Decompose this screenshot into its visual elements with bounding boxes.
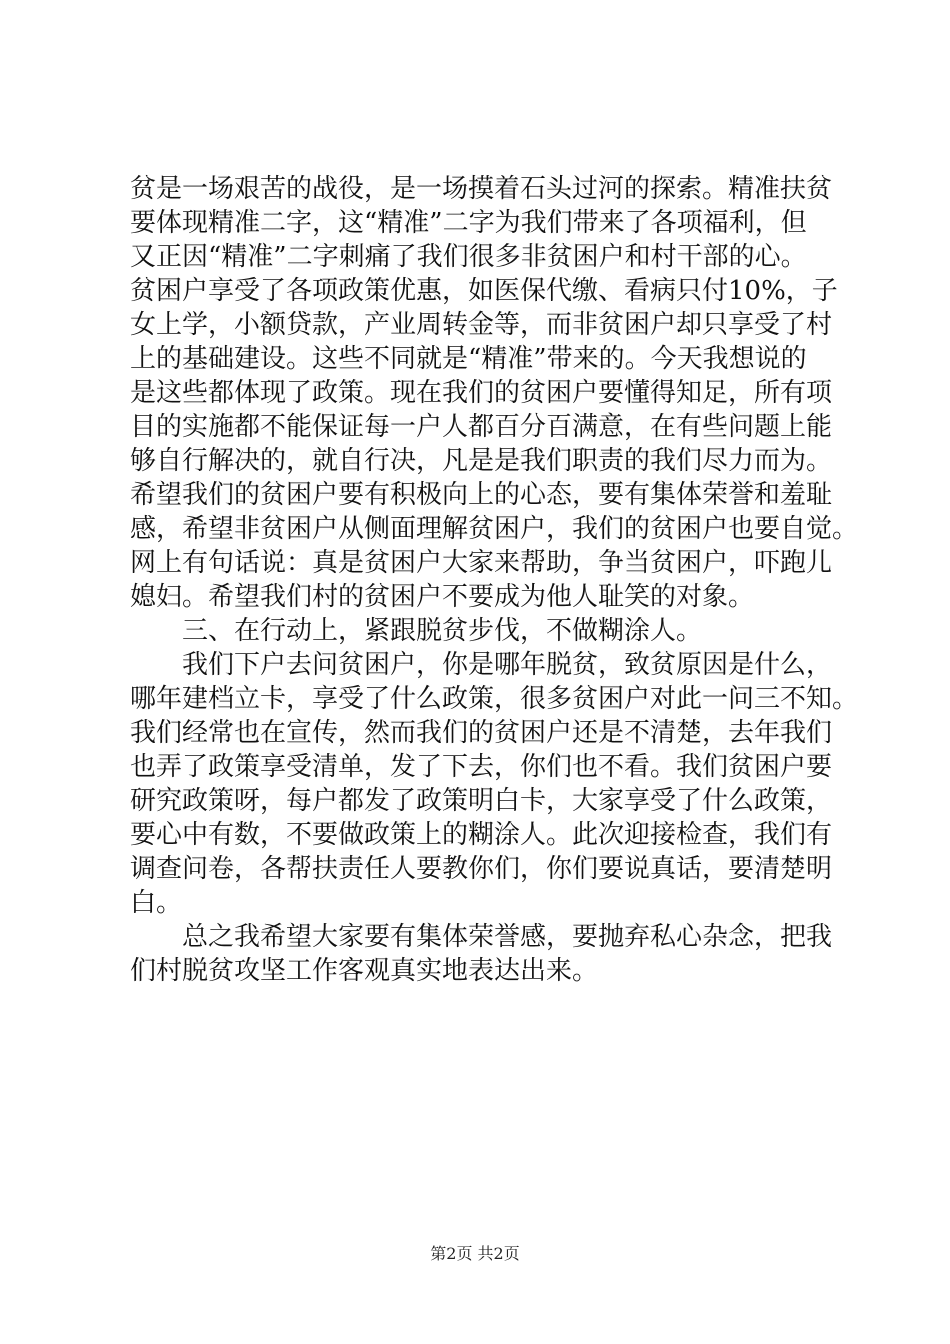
section-line-3: 我们经常也在宣传，然而我们的贫困户还是不清楚，去年我们 [130,718,833,748]
body-line-1: 贫是一场艰苦的战役，是一场摸着石头过河的探索。精准扶贫 [130,174,833,204]
body-line-12: 网上有句话说：真是贫困户大家来帮助，争当贫困户，吓跑儿 [130,548,833,578]
body-line-11: 感，希望非贫困户从侧面理解贫困户，我们的贫困户也要自觉。 [130,514,859,544]
body-line-3: 又正因“精准”二字刺痛了我们很多非贫困户和村干部的心。 [130,242,807,272]
section-line-4: 也弄了政策享受清单，发了下去，你们也不看。我们贫困户要 [130,752,833,782]
section-line-1: 我们下户去问贫困户，你是哪年脱贫，致贫原因是什么， [182,650,833,680]
document-body [130,172,859,988]
body-line-5: 女上学，小额贷款，产业周转金等，而非贫困户却只享受了村 [130,310,833,340]
section-line-5: 研究政策呀，每户都发了政策明白卡，大家享受了什么政策， [130,786,833,816]
body-line-2: 要体现精准二字，这“精准”二字为我们带来了各项福利，但 [130,208,807,238]
section-line-2: 哪年建档立卡，享受了什么政策，很多贫困户对此一问三不知。 [130,684,859,714]
section-line-6: 要心中有数，不要做政策上的糊涂人。此次迎接检查，我们有 [130,820,833,850]
body-line-9: 够自行解决的，就自行决，凡是是我们职责的我们尽力而为。 [130,446,833,476]
body-line-7: 是这些都体现了政策。现在我们的贫困户要懂得知足，所有项 [130,378,833,408]
section-heading: 三、在行动上，紧跟脱贫步伐，不做糊涂人。 [182,616,703,646]
body-line-10: 希望我们的贫困户要有积极向上的心态，要有集体荣誉和羞耻 [130,480,833,510]
page-footer: 第2页 共2页 [430,1244,520,1263]
section-line-8: 白。 [130,888,183,918]
body-line-13: 媳妇。希望我们村的贫困户不要成为他人耻笑的对象。 [130,582,755,612]
body-line-4: 贫困户享受了各项政策优惠，如医保代缴、看病只付10%，子 [130,276,838,306]
section-line-7: 调查问卷，各帮扶责任人要教你们，你们要说真话，要清楚明 [130,854,833,884]
closing-line-1: 总之我希望大家要有集体荣誉感，要抛弃私心杂念，把我 [182,922,833,952]
body-line-6: 上的基础建设。这些不同就是“精准”带来的。今天我想说的 [130,344,807,374]
body-line-8: 目的实施都不能保证每一户人都百分百满意，在有些问题上能 [130,412,833,442]
closing-line-2: 们村脱贫攻坚工作客观真实地表达出来。 [130,956,599,986]
